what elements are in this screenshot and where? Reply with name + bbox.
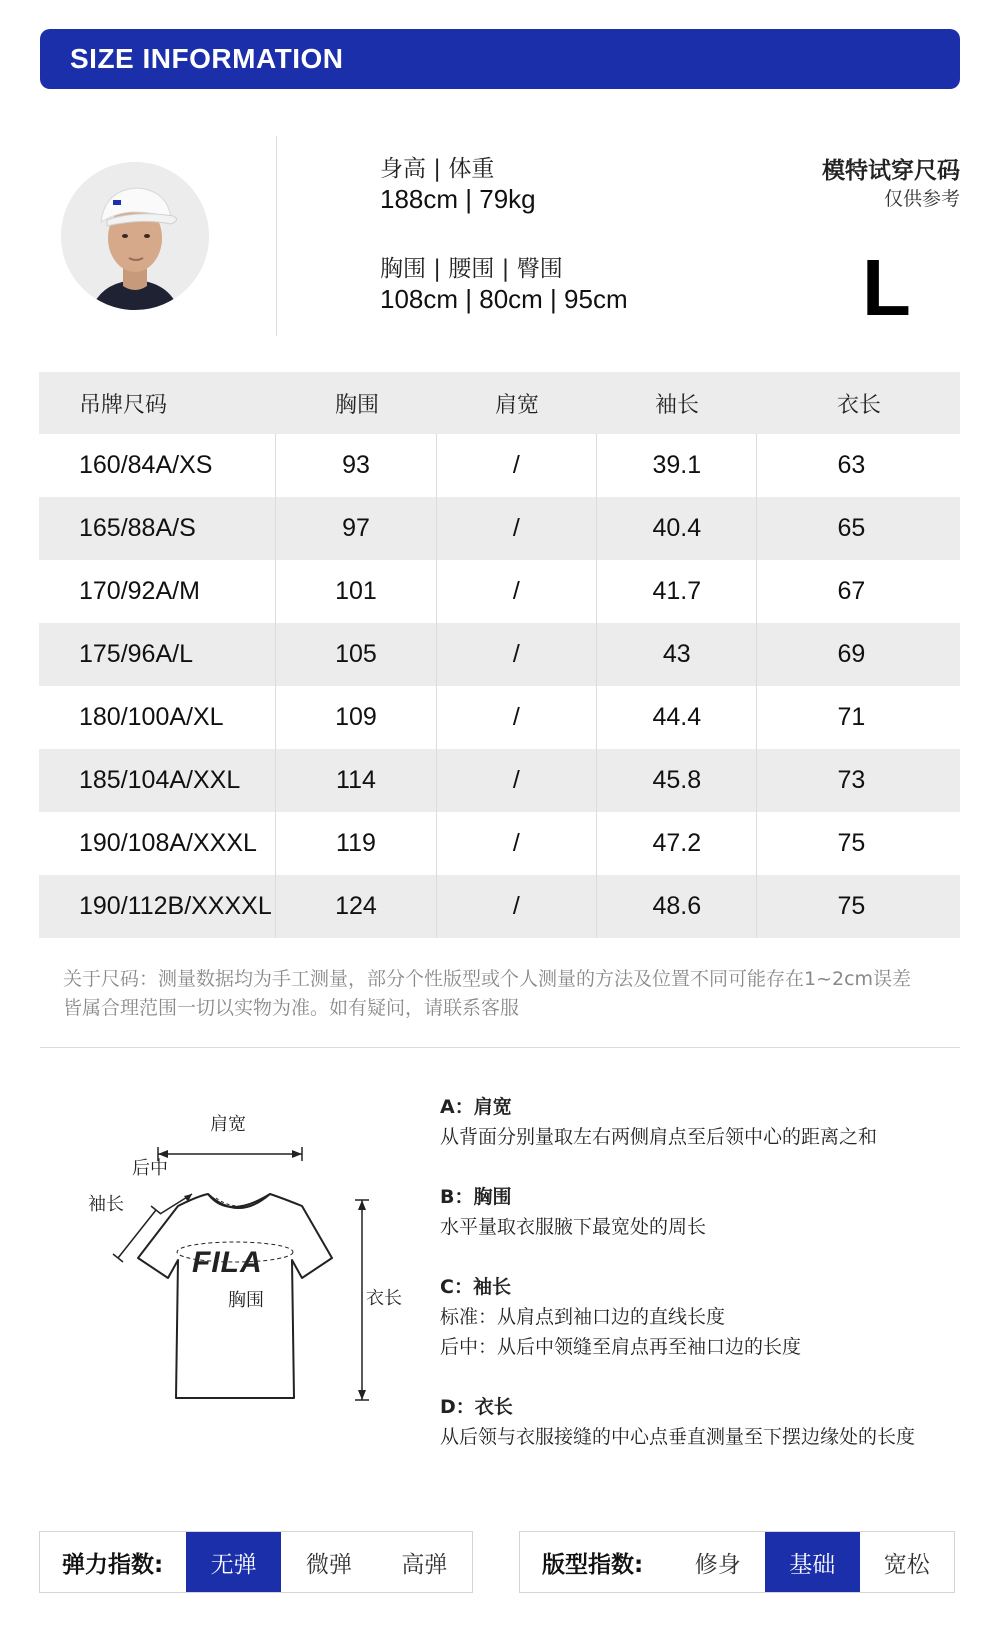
size-disclaimer [63, 965, 963, 1023]
row-tag-size: 180/100A/XL [39, 686, 276, 749]
diagram-label-back-center: 后中 [132, 1158, 168, 1179]
measurements-value: 108cm | 80cm | 95cm [380, 284, 628, 314]
definition-chest [440, 1182, 960, 1242]
header-bar [40, 29, 960, 89]
header-sleeve: 袖长 [654, 392, 699, 418]
height-weight-label: 身高 | 体重 [380, 156, 495, 182]
row-length: 67 [837, 577, 866, 605]
row-chest: 101 [276, 560, 436, 623]
row-length: 71 [837, 703, 866, 731]
elasticity-label: 弹力指数: [62, 1551, 164, 1578]
definition-text: 从后领与衣服接缝的中心点垂直测量至下摆边缘处的长度 [440, 1426, 916, 1448]
fit-index-label: 版型指数: [542, 1551, 644, 1578]
row-length: 69 [837, 640, 866, 668]
row-chest: 124 [276, 875, 436, 938]
row-shoulder: / [437, 434, 597, 497]
measurements-label: 胸围 | 腰围 | 臀围 [380, 256, 563, 282]
header-tag-size: 吊牌尺码 [79, 392, 168, 418]
row-shoulder: / [437, 749, 597, 812]
row-length: 75 [837, 829, 866, 857]
header-title: SIZE INFORMATION [70, 43, 344, 74]
row-shoulder: / [437, 560, 597, 623]
row-chest: 109 [276, 686, 436, 749]
row-shoulder: / [437, 497, 597, 560]
model-divider [276, 136, 277, 336]
fit-option-regular[interactable]: 基础 [765, 1532, 860, 1592]
definition-text: 从背面分别量取左右两侧肩点至后领中心的距离之和 [440, 1126, 878, 1148]
diagram-label-sleeve: 袖长 [88, 1194, 124, 1215]
row-sleeve: 39.1 [597, 434, 757, 497]
elasticity-index [39, 1531, 473, 1593]
table-header [39, 372, 960, 434]
row-chest: 97 [276, 497, 436, 560]
row-chest: 105 [276, 623, 436, 686]
row-sleeve: 44.4 [597, 686, 757, 749]
model-avatar [61, 162, 209, 310]
table-row [39, 875, 960, 938]
definition-shoulder [440, 1092, 960, 1152]
row-length: 63 [837, 451, 866, 479]
elasticity-option-high[interactable]: 高弹 [401, 1551, 448, 1578]
fit-option-loose[interactable]: 宽松 [883, 1551, 930, 1578]
row-shoulder: / [437, 812, 597, 875]
table-row [39, 434, 960, 497]
row-sleeve: 40.4 [597, 497, 757, 560]
definition-text: 标准：从肩点到袖口边的直线长度 [440, 1306, 726, 1328]
definition-text: 水平量取衣服腋下最宽处的周长 [440, 1216, 707, 1238]
elasticity-option-slight[interactable]: 微弹 [305, 1551, 352, 1578]
definition-text: 后中：从后中领缝至肩点再至袖口边的长度 [440, 1336, 802, 1358]
measurement-diagram [80, 1110, 440, 1440]
row-length: 75 [837, 892, 866, 920]
fila-logo: FILA [192, 1246, 263, 1279]
row-chest: 119 [276, 812, 436, 875]
elasticity-option-none[interactable]: 无弹 [186, 1532, 281, 1592]
table-row [39, 560, 960, 623]
section-divider [40, 1047, 960, 1048]
definition-title: D：衣长 [440, 1396, 513, 1418]
row-tag-size: 190/108A/XXXL [39, 812, 276, 875]
fit-option-slim[interactable]: 修身 [694, 1551, 741, 1578]
row-chest: 93 [276, 434, 436, 497]
row-tag-size: 165/88A/S [39, 497, 276, 560]
diagram-label-chest: 胸围 [228, 1290, 264, 1311]
model-portrait-icon [61, 162, 209, 310]
definition-title: B：胸围 [440, 1186, 512, 1208]
row-tag-size: 170/92A/M [39, 560, 276, 623]
height-weight-value: 188cm | 79kg [380, 184, 536, 214]
header-length: 衣长 [837, 392, 882, 418]
row-length: 73 [837, 766, 866, 794]
table-row [39, 623, 960, 686]
row-tag-size: 185/104A/XXL [39, 749, 276, 812]
disclaimer-line-2: 皆属合理范围一切以实物为准。如有疑问，请联系客服 [63, 997, 520, 1019]
definition-title: C：袖长 [440, 1276, 511, 1298]
fit-size: L [862, 243, 911, 332]
row-shoulder: / [437, 686, 597, 749]
table-row [39, 686, 960, 749]
row-length: 65 [837, 514, 866, 542]
row-shoulder: / [437, 623, 597, 686]
row-tag-size: 175/96A/L [39, 623, 276, 686]
header-chest: 胸围 [334, 392, 379, 418]
fit-note: 仅供参考 [883, 188, 960, 210]
table-row [39, 749, 960, 812]
row-sleeve: 47.2 [597, 812, 757, 875]
row-sleeve: 48.6 [597, 875, 757, 938]
fit-title: 模特试穿尺码 [822, 158, 960, 184]
table-row [39, 812, 960, 875]
row-shoulder: / [437, 875, 597, 938]
row-tag-size: 190/112B/XXXXL [39, 875, 276, 938]
row-sleeve: 41.7 [597, 560, 757, 623]
fit-index [519, 1531, 955, 1593]
header-shoulder: 肩宽 [494, 392, 539, 418]
definition-sleeve [440, 1272, 960, 1362]
size-table [39, 372, 960, 938]
row-sleeve: 45.8 [597, 749, 757, 812]
definition-title: A：肩宽 [440, 1096, 512, 1118]
disclaimer-line-1: 关于尺码：测量数据均为手工测量，部分个性版型或个人测量的方法及位置不同可能存在1~2cm误差 [63, 968, 912, 990]
row-chest: 114 [276, 749, 436, 812]
row-tag-size: 160/84A/XS [39, 434, 276, 497]
table-row [39, 497, 960, 560]
diagram-label-length: 衣长 [366, 1288, 402, 1309]
row-sleeve: 43 [597, 623, 757, 686]
diagram-label-shoulder: 肩宽 [210, 1114, 246, 1135]
definition-length [440, 1392, 960, 1452]
